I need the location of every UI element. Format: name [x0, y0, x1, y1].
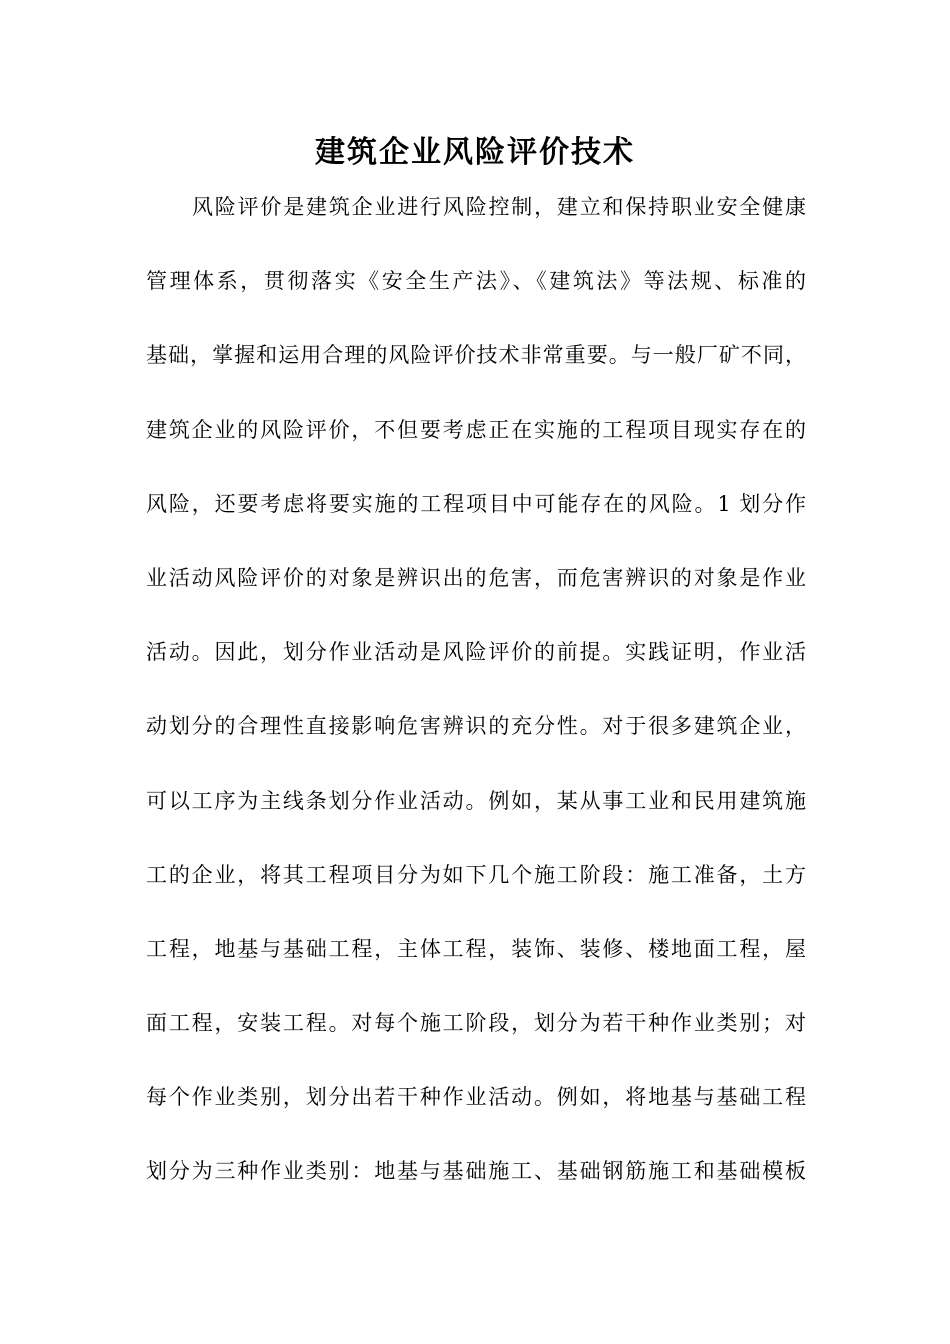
paragraph-line: 风险，还要考虑将要实施的工程项目中可能存在的风险。1 划分作 — [146, 491, 806, 516]
document-body — [146, 170, 806, 1209]
paragraph-line: 基础，掌握和运用合理的风险评价技术非常重要。与一般厂矿不同， — [146, 343, 806, 368]
paragraph-line: 工的企业，将其工程项目分为如下几个施工阶段：施工准备，土方 — [146, 862, 806, 887]
paragraph-line: 活动。因此，划分作业活动是风险评价的前提。实践证明，作业活 — [146, 640, 806, 665]
paragraph-line: 风险评价是建筑企业进行风险控制，建立和保持职业安全健康 — [192, 195, 806, 219]
paragraph-line: 面工程，安装工程。对每个施工阶段，划分为若干种作业类别；对 — [146, 1011, 806, 1036]
paragraph-line: 业活动风险评价的对象是辨识出的危害，而危害辨识的对象是作业 — [146, 565, 806, 590]
paragraph-line: 管理体系，贯彻落实《安全生产法》、《建筑法》等法规、标准的 — [146, 269, 806, 294]
paragraph-line: 建筑企业的风险评价，不但要考虑正在实施的工程项目现实存在的 — [146, 417, 806, 442]
document-title: 建筑企业风险评价技术 — [315, 135, 635, 170]
paragraph-line: 动划分的合理性直接影响危害辨识的充分性。对于很多建筑企业， — [146, 714, 806, 739]
paragraph-line: 可以工序为主线条划分作业活动。例如，某从事工业和民用建筑施 — [146, 788, 806, 813]
paragraph-line: 工程，地基与基础工程，主体工程，装饰、装修、楼地面工程，屋 — [146, 936, 806, 961]
paragraph-line: 每个作业类别，划分出若干种作业活动。例如，将地基与基础工程 — [146, 1085, 806, 1110]
paragraph-line: 划分为三种作业类别：地基与基础施工、基础钢筋施工和基础模板 — [146, 1159, 806, 1184]
